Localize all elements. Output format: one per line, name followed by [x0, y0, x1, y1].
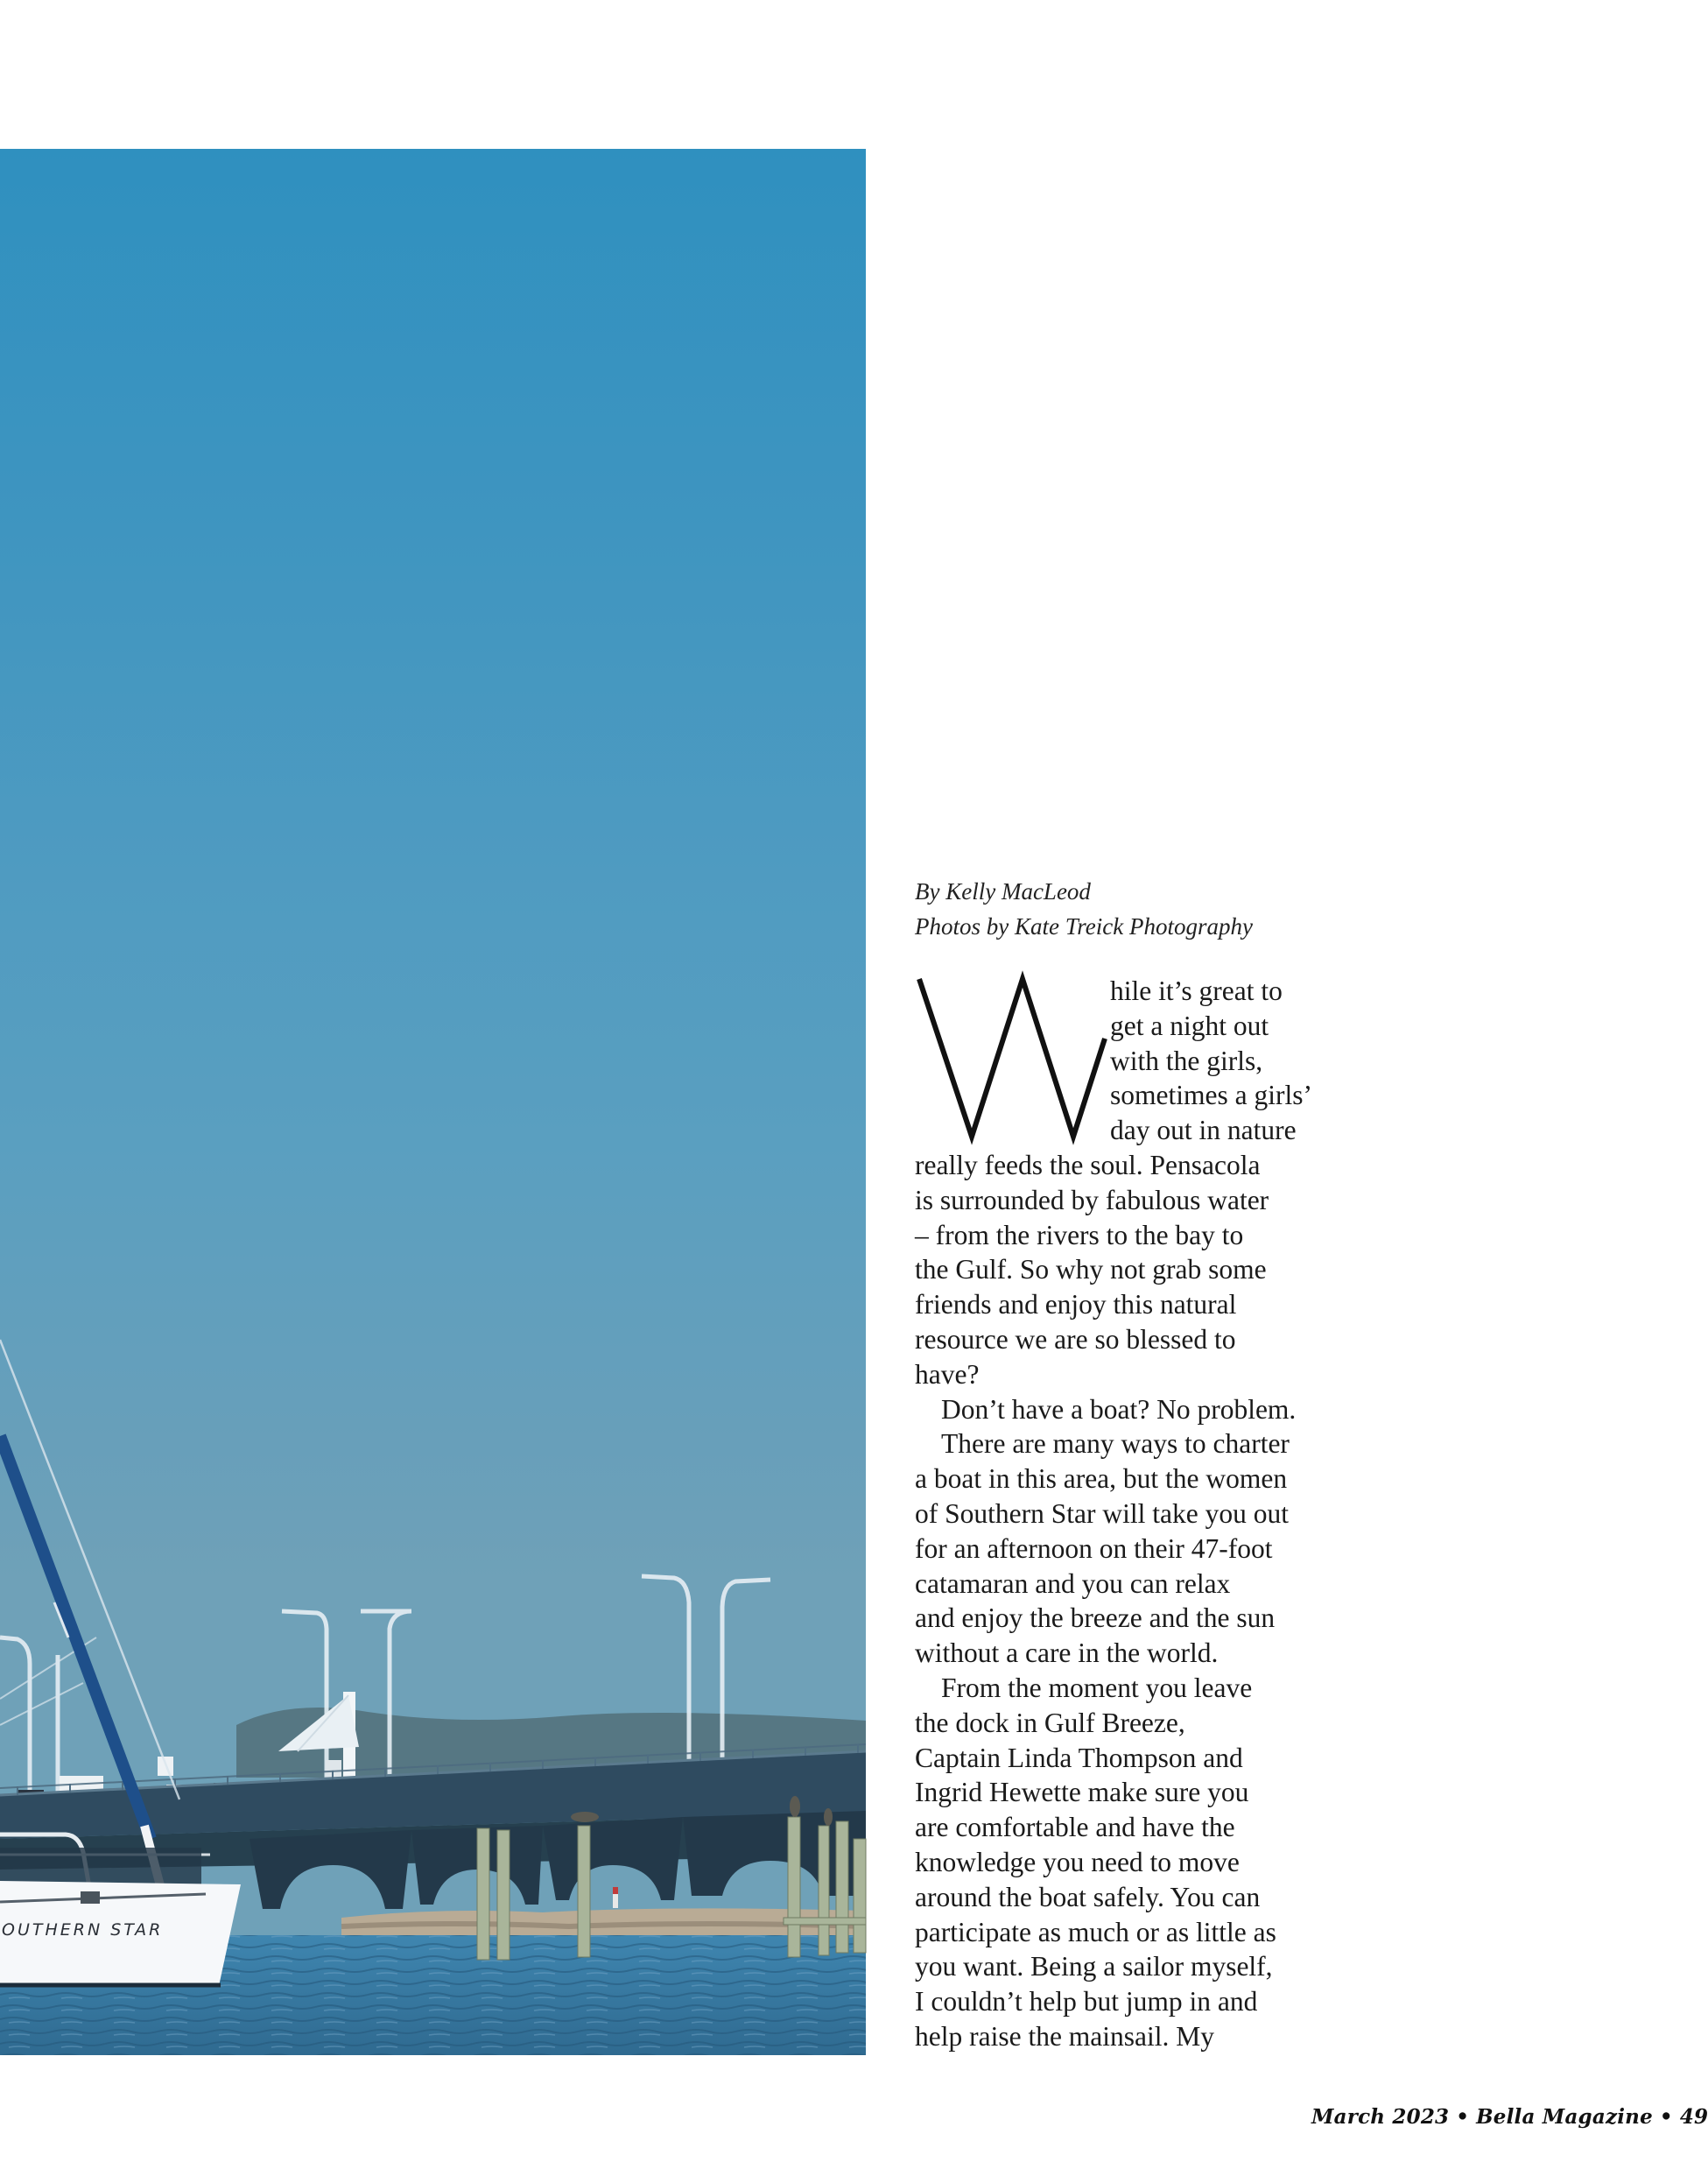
article-line: I couldn’t help but jump in and: [915, 1986, 1258, 2018]
article-line: Captain Linda Thompson and: [915, 1742, 1243, 1773]
article-body: [915, 974, 1326, 2054]
article-line: the Gulf. So why not grab some: [915, 1254, 1267, 1285]
catamaran-southern-star: [0, 1340, 241, 1986]
article-line: Ingrid Hewette make sure you: [915, 1777, 1249, 1808]
article-line: From the moment you leave: [941, 1672, 1253, 1703]
article-line: knowledge you need to move: [915, 1846, 1240, 1877]
article-line: really feeds the soul. Pensacola: [915, 1149, 1261, 1180]
page-number: 49: [1679, 2105, 1708, 2129]
article-line: sometimes a girls’: [1110, 1080, 1312, 1111]
article-line: is surrounded by fabulous water: [915, 1184, 1269, 1215]
article-line: are comfortable and have the: [915, 1812, 1235, 1843]
article-line: get a night out: [1110, 1010, 1269, 1041]
sailboat-bridge-illustration: [0, 149, 866, 2055]
article-line: – from the rivers to the bay to: [915, 1219, 1244, 1250]
article-line: day out in nature: [1110, 1115, 1297, 1146]
byline: [915, 874, 1253, 944]
article-line: a boat in this area, but the women: [915, 1463, 1288, 1495]
article-line: resource we are so blessed to: [915, 1323, 1236, 1355]
article-line: participate as much or as little as: [915, 1916, 1276, 1947]
separator-dot: •: [1659, 2105, 1673, 2129]
photo-credit: Photos by Kate Treick Photography: [915, 913, 1253, 940]
article-line: for an afternoon on their 47-foot: [915, 1532, 1273, 1564]
article-line: catamaran and you can relax: [915, 1567, 1231, 1599]
separator-dot: •: [1456, 2105, 1470, 2129]
article-line: There are many ways to charter: [941, 1428, 1290, 1460]
article-line: and enjoy the breeze and the sun: [915, 1602, 1276, 1634]
article-line: hile it’s great to: [1110, 975, 1283, 1006]
article-line: around the boat safely. You can: [915, 1881, 1261, 1912]
svg-text:OUTHERN STAR: OUTHERN STAR: [2, 1920, 164, 1940]
article-line: the dock in Gulf Breeze,: [915, 1707, 1185, 1738]
author-credit: By Kelly MacLeod: [915, 878, 1091, 905]
article-line: help raise the mainsail. My: [915, 2020, 1215, 2052]
article-line: with the girls,: [1110, 1045, 1263, 1076]
article-line: Don’t have a boat? No problem.: [941, 1393, 1297, 1425]
article-line: of Southern Star will take you out: [915, 1497, 1289, 1529]
article-line: have?: [915, 1358, 980, 1390]
article-line: friends and enjoy this natural: [915, 1289, 1237, 1320]
page-folio: [1311, 2105, 1708, 2129]
article-photo: [0, 149, 866, 2055]
issue-date: March 2023: [1311, 2105, 1450, 2129]
article-line: without a care in the world.: [915, 1637, 1219, 1669]
publication-name: Bella Magazine: [1476, 2105, 1653, 2129]
article-line: you want. Being a sailor myself,: [915, 1951, 1273, 1982]
